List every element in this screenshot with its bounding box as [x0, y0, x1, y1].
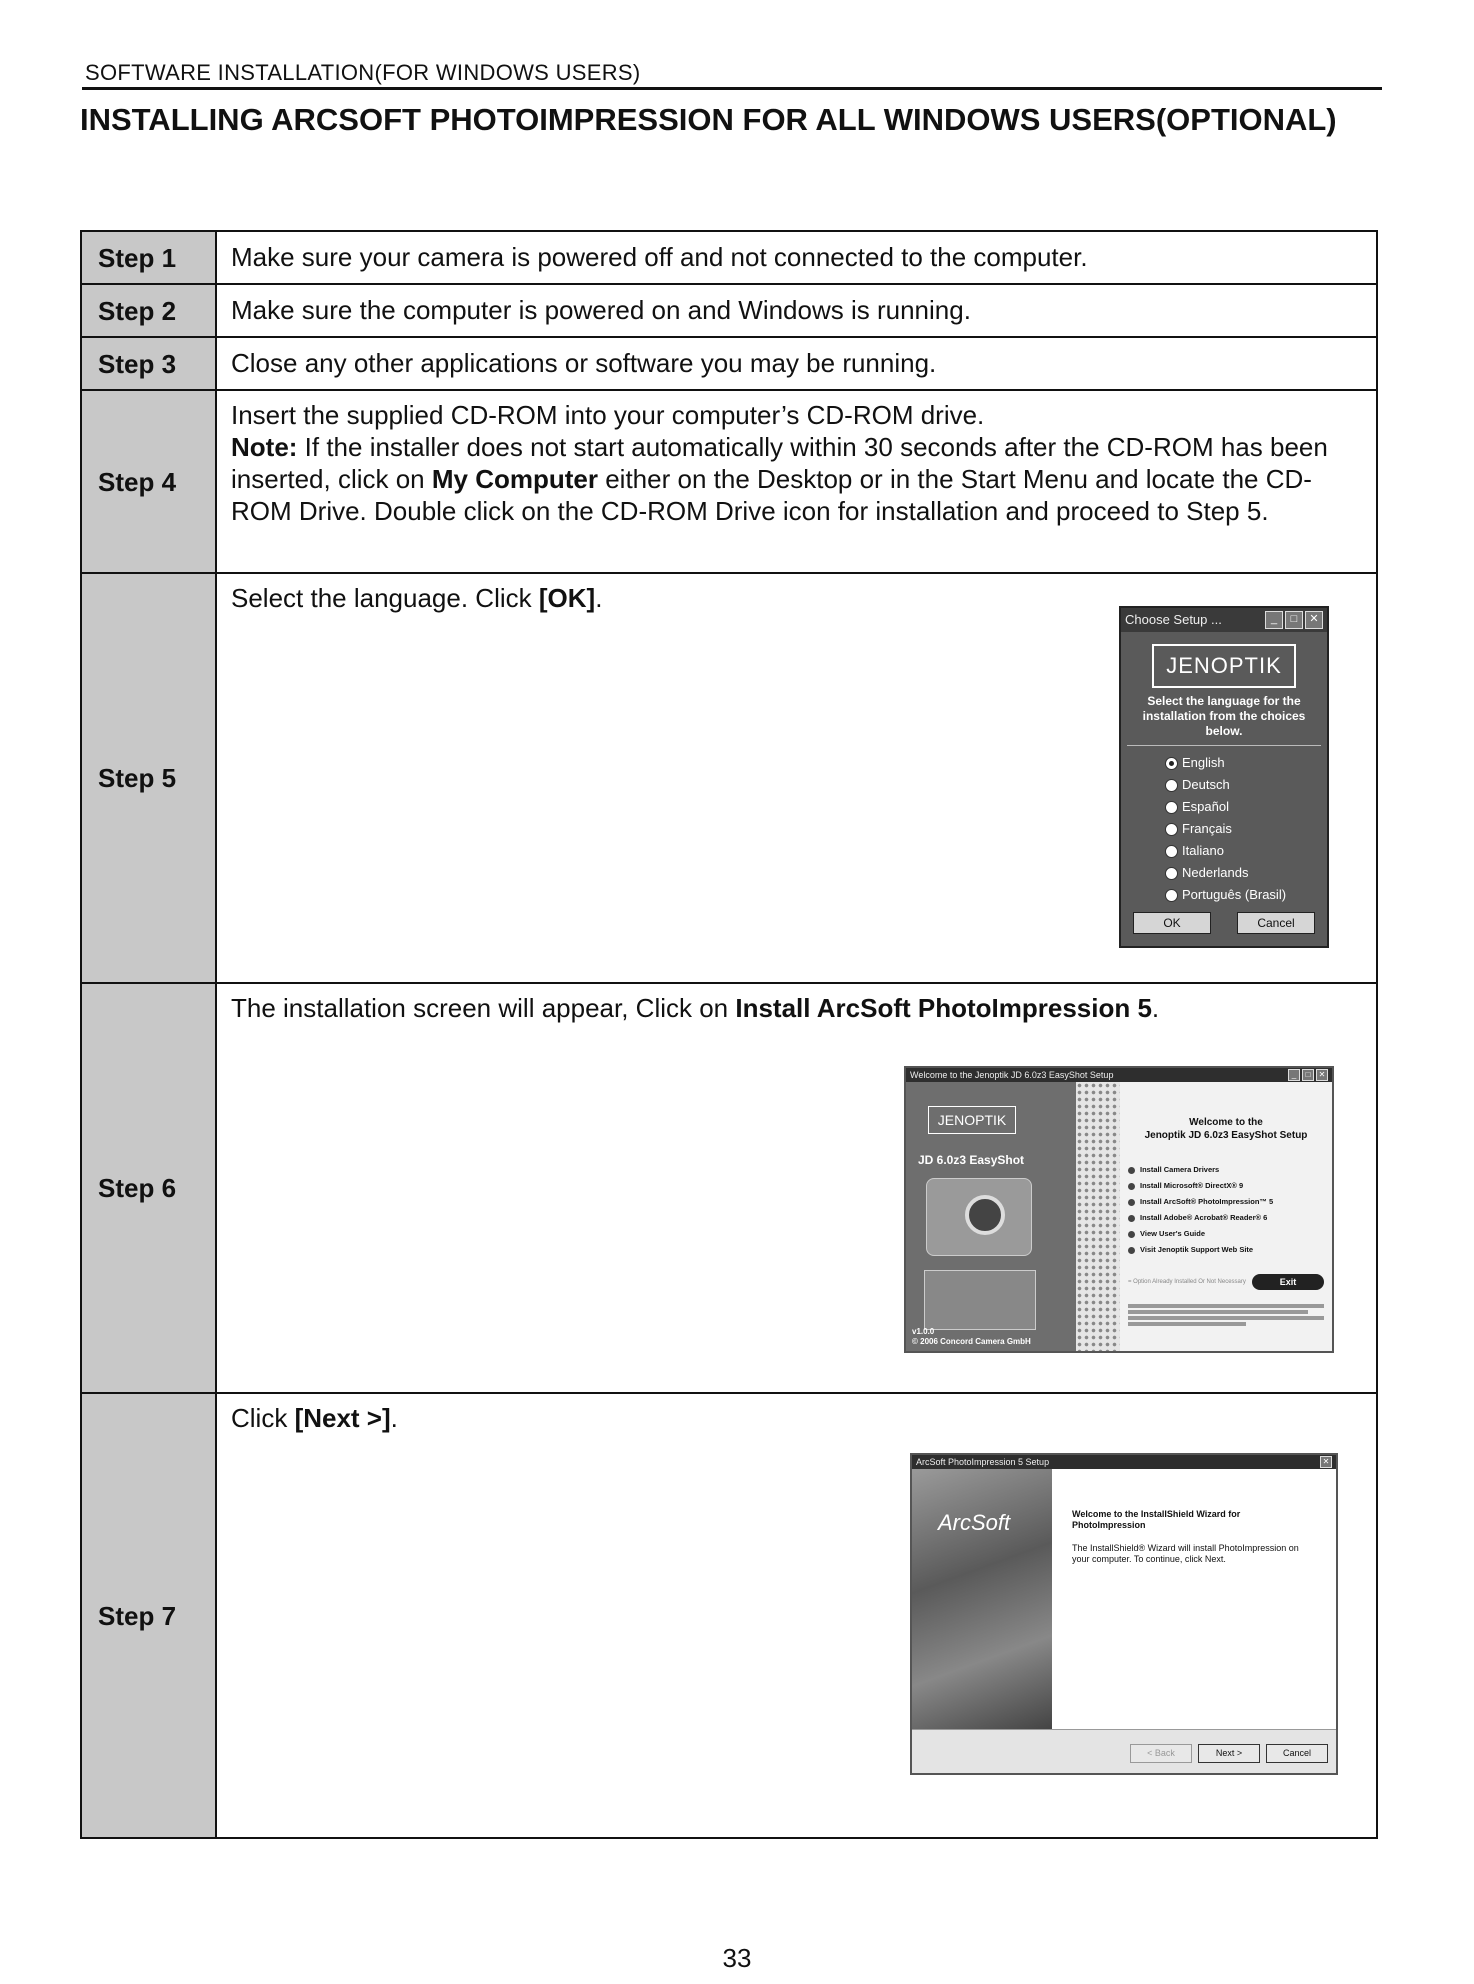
language-label: Deutsch [1182, 777, 1230, 792]
wizard-heading: Welcome to the InstallShield Wizard for PhotoImpression [1072, 1509, 1241, 1530]
bullet-icon [1128, 1183, 1135, 1190]
step-row [81, 983, 1377, 1393]
arcsoft-logo: ArcSoft [938, 1510, 1011, 1535]
welcome-heading [1128, 1116, 1324, 1142]
step-row [81, 390, 1377, 573]
language-prompt: Select the language for the installation from the choices below. [1142, 694, 1306, 738]
installed-legend: = Option Already Installed Or Not Necessary [1128, 1279, 1246, 1285]
setup-menu-label: Install Microsoft® DirectX® 9 [1140, 1181, 1244, 1190]
maximize-icon: □ [1285, 611, 1303, 629]
version: v1.0.0 [912, 1327, 935, 1336]
steps-table [80, 230, 1378, 1839]
cancel-button: Cancel [1266, 1744, 1328, 1763]
bullet-icon [1128, 1231, 1135, 1238]
next-reference: [Next >] [294, 1403, 391, 1433]
language-dialog-screenshot [1119, 606, 1329, 948]
dialog-titlebar [1121, 608, 1327, 632]
language-label: Português (Brasil) [1182, 887, 1287, 902]
step-row [81, 231, 1377, 284]
dialog-separator [1127, 745, 1321, 746]
setup-menu-label: Install Camera Drivers [1140, 1165, 1220, 1174]
dialog-body [912, 1469, 1336, 1729]
step-row [81, 337, 1377, 390]
radio-icon [1165, 867, 1178, 880]
bullet-icon [1128, 1167, 1135, 1174]
ok-reference: [OK] [538, 583, 596, 613]
install-arcsoft-reference: Install ArcSoft PhotoImpression 5 [735, 993, 1152, 1023]
cancel-button: Cancel [1237, 912, 1315, 934]
dialog-titlebar [912, 1455, 1336, 1469]
jenoptik-logo: JENOPTIK [928, 1106, 1016, 1134]
step-label: Step 6 [81, 983, 216, 1393]
step-label: Step 2 [81, 284, 216, 337]
step-text: Make sure the computer is powered on and Windows is running. [216, 284, 1377, 337]
language-label: Español [1182, 799, 1229, 814]
minimize-icon: _ [1265, 611, 1283, 629]
language-label: Français [1182, 821, 1232, 836]
setup-menu-label: Install ArcSoft® PhotoImpression™ 5 [1140, 1197, 1274, 1206]
step-4-line-1: Insert the supplied CD-ROM into your computer’s CD-ROM drive. [231, 400, 985, 430]
exit-button: Exit [1252, 1274, 1324, 1290]
note-text-b: either on the Desktop or in the Start Menu and locate the CD-ROM Drive. Double click on the CD-ROM Drive icon for installation and proceed to Step 5. [231, 464, 1312, 526]
wizard-body: The InstallShield® Wizard will install PhotoImpression on your computer. To continue, click Next. [1072, 1543, 1299, 1564]
bullet-icon [1128, 1199, 1135, 1206]
step-6-text-a: The installation screen will appear, Click on [231, 993, 736, 1023]
close-icon: ✕ [1320, 1456, 1332, 1468]
step-label: Step 7 [81, 1393, 216, 1838]
setup-menu-label: Install Adobe® Acrobat® Reader® 6 [1140, 1213, 1268, 1222]
setup-menu-item [1128, 1242, 1324, 1258]
step-label: Step 3 [81, 337, 216, 390]
step-text [216, 1393, 1377, 1838]
dot-pattern [1076, 1082, 1120, 1353]
setup-menu-label: View User's Guide [1140, 1229, 1206, 1238]
radio-icon [1165, 801, 1178, 814]
next-button: Next > [1198, 1744, 1260, 1763]
welcome-setup-screenshot [904, 1066, 1334, 1353]
copyright: © 2006 Concord Camera GmbH [912, 1337, 1031, 1346]
setup-menu [1120, 1082, 1332, 1353]
step-label: Step 5 [81, 573, 216, 983]
close-icon: ✕ [1305, 611, 1323, 629]
step-label: Step 4 [81, 390, 216, 573]
close-icon: ✕ [1316, 1069, 1328, 1081]
maximize-icon: □ [1302, 1069, 1314, 1081]
language-option [1165, 884, 1327, 906]
step-5-text-a: Select the language. Click [231, 583, 539, 613]
back-button: < Back [1130, 1744, 1192, 1763]
dialog-title: Choose Setup ... [1125, 612, 1222, 627]
radio-selected-icon [1165, 757, 1178, 770]
welcome-heading-line-1: Welcome to the [1189, 1117, 1263, 1128]
ok-button: OK [1133, 912, 1211, 934]
language-label: Italiano [1182, 843, 1224, 858]
step-7-text-a: Click [231, 1403, 295, 1433]
arcsoft-setup-screenshot [910, 1453, 1338, 1775]
section-header: SOFTWARE INSTALLATION(FOR WINDOWS USERS) [85, 60, 641, 85]
step-text: Make sure your camera is powered off and not connected to the computer. [216, 231, 1377, 284]
camera-lens-icon [965, 1195, 1005, 1235]
language-label: Nederlands [1182, 865, 1249, 880]
step-text: Close any other applications or software you may be running. [216, 337, 1377, 390]
step-text [216, 983, 1377, 1393]
dialog-titlebar [906, 1068, 1332, 1082]
dialog-body [906, 1082, 1332, 1353]
step-5-text-b: . [595, 583, 603, 613]
setup-menu-label: Visit Jenoptik Support Web Site [1140, 1245, 1254, 1254]
exit-row [1128, 1266, 1324, 1298]
camera-front-image [926, 1178, 1032, 1256]
step-row [81, 1393, 1377, 1838]
my-computer-text: My Computer [431, 464, 598, 494]
note-label: Note: [231, 432, 298, 462]
radio-icon [1165, 779, 1178, 792]
trademark-fine-print [1128, 1304, 1324, 1326]
step-text [216, 390, 1377, 573]
model-name: JD 6.0z3 EasyShot [918, 1153, 1025, 1167]
wizard-text [1052, 1469, 1336, 1729]
camera-back-image [924, 1270, 1036, 1330]
step-7-text-b: . [390, 1403, 398, 1433]
radio-icon [1165, 889, 1178, 902]
version-info [912, 1327, 1031, 1347]
step-text [216, 573, 1377, 983]
page-title: INSTALLING ARCSOFT PHOTOIMPRESSION FOR ALL WINDOWS USERS(OPTIONAL) [80, 102, 1337, 137]
product-panel [906, 1082, 1076, 1353]
dialog-title: Welcome to the Jenoptik JD 6.0z3 EasyShot Setup [910, 1070, 1114, 1080]
step-row [81, 573, 1377, 983]
wizard-buttons [912, 1729, 1336, 1763]
radio-icon [1165, 845, 1178, 858]
jenoptik-logo: JENOPTIK [1152, 644, 1296, 688]
radio-icon [1165, 823, 1178, 836]
note-text-a: If the installer does not start automatically within 30 seconds after the CD-ROM has been inserted, click on [231, 432, 1328, 494]
welcome-heading-line-2: Jenoptik JD 6.0z3 EasyShot Setup [1144, 1130, 1308, 1141]
step-row [81, 284, 1377, 337]
step-label: Step 1 [81, 231, 216, 284]
dialog-title: ArcSoft PhotoImpression 5 Setup [916, 1457, 1050, 1467]
step-4-note [231, 431, 1362, 527]
page-number: 33 [722, 1943, 752, 1973]
minimize-icon: _ [1288, 1069, 1300, 1081]
language-label: English [1182, 755, 1225, 770]
header-rule [82, 87, 1382, 90]
language-list [1121, 752, 1327, 906]
arcsoft-side-panel [912, 1469, 1052, 1729]
bullet-icon [1128, 1247, 1135, 1254]
bullet-icon [1128, 1215, 1135, 1222]
step-6-text-b: . [1151, 993, 1160, 1023]
